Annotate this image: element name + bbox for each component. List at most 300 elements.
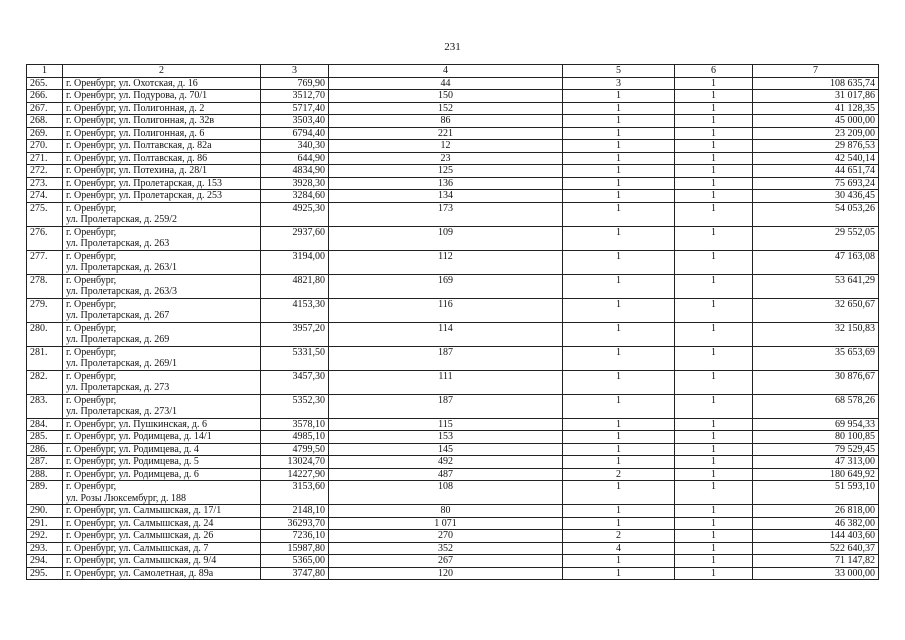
column-5-cell: 1 bbox=[563, 456, 675, 469]
column-4-cell: 221 bbox=[329, 127, 563, 140]
column-5-cell: 3 bbox=[563, 77, 675, 90]
column-4-cell: 152 bbox=[329, 102, 563, 115]
address-line: ул. Пролетарская, д. 269 bbox=[66, 334, 170, 345]
address-line: г. Оренбург, bbox=[66, 394, 117, 406]
amount-cell: 54 053,26 bbox=[753, 202, 879, 226]
table-row bbox=[27, 346, 879, 370]
area-cell: 4834,90 bbox=[261, 165, 329, 178]
address-cell bbox=[63, 394, 261, 418]
column-6-cell: 1 bbox=[675, 226, 753, 250]
column-6-cell: 1 bbox=[675, 517, 753, 530]
column-4-cell: 270 bbox=[329, 530, 563, 543]
address-line: г. Оренбург, ул. Полигонная, д. 6 bbox=[66, 127, 205, 139]
address-line: г. Оренбург, ул. Подурова, д. 70/1 bbox=[66, 90, 208, 101]
address-line: г. Оренбург, ул. Полтавская, д. 86 bbox=[66, 152, 208, 164]
row-number-cell: 270. bbox=[27, 140, 63, 153]
amount-cell: 71 147,82 bbox=[753, 555, 879, 568]
column-5-cell: 1 bbox=[563, 370, 675, 394]
table-row bbox=[27, 443, 879, 456]
address-line: г. Оренбург, ул. Родимцева, д. 4 bbox=[66, 443, 199, 455]
column-5-cell: 1 bbox=[563, 394, 675, 418]
column-4-cell: 109 bbox=[329, 226, 563, 250]
row-number-cell: 266. bbox=[27, 90, 63, 103]
area-cell: 4925,30 bbox=[261, 202, 329, 226]
address-line: ул. Пролетарская, д. 263/3 bbox=[66, 286, 178, 297]
address-cell bbox=[63, 202, 261, 226]
area-cell: 3578,10 bbox=[261, 418, 329, 431]
address-cell bbox=[63, 456, 261, 469]
column-6-cell: 1 bbox=[675, 190, 753, 203]
column-5-cell: 1 bbox=[563, 274, 675, 298]
column-6-cell: 1 bbox=[675, 542, 753, 555]
area-cell: 340,30 bbox=[261, 140, 329, 153]
address-cell bbox=[63, 102, 261, 115]
column-4-cell: 150 bbox=[329, 90, 563, 103]
column-5-cell: 1 bbox=[563, 505, 675, 518]
column-5-cell: 1 bbox=[563, 90, 675, 103]
column-5-cell: 1 bbox=[563, 177, 675, 190]
amount-cell: 32 150,83 bbox=[753, 322, 879, 346]
address-line: ул. Пролетарская, д. 273/1 bbox=[66, 406, 178, 417]
address-line: ул. Пролетарская, д. 263/1 bbox=[66, 262, 178, 273]
amount-cell: 41 128,35 bbox=[753, 102, 879, 115]
address-cell bbox=[63, 517, 261, 530]
amount-cell: 108 635,74 bbox=[753, 77, 879, 90]
area-cell: 3284,60 bbox=[261, 190, 329, 203]
row-number-cell: 267. bbox=[27, 102, 63, 115]
address-line: г. Оренбург, ул. Полтавская, д. 82а bbox=[66, 140, 212, 151]
amount-cell: 35 653,69 bbox=[753, 346, 879, 370]
column-4-cell: 86 bbox=[329, 115, 563, 128]
column-header: 6 bbox=[675, 65, 753, 78]
address-cell bbox=[63, 567, 261, 580]
amount-cell: 29 552,05 bbox=[753, 226, 879, 250]
amount-cell: 47 313,00 bbox=[753, 456, 879, 469]
address-line: г. Оренбург, ул. Салмышская, д. 17/1 bbox=[66, 505, 222, 516]
column-4-cell: 153 bbox=[329, 431, 563, 444]
column-4-cell: 187 bbox=[329, 346, 563, 370]
address-line: ул. Пролетарская, д. 273 bbox=[66, 382, 170, 393]
column-5-cell: 1 bbox=[563, 418, 675, 431]
column-6-cell: 1 bbox=[675, 481, 753, 505]
amount-cell: 51 593,10 bbox=[753, 481, 879, 505]
column-4-cell: 23 bbox=[329, 152, 563, 165]
address-cell bbox=[63, 542, 261, 555]
row-number-cell: 293. bbox=[27, 542, 63, 555]
address-line: г. Оренбург, ул. Салмышская, д. 7 bbox=[66, 542, 209, 554]
amount-cell: 46 382,00 bbox=[753, 517, 879, 530]
address-line: г. Оренбург, ул. Родимцева, д. 5 bbox=[66, 456, 199, 467]
amount-cell: 33 000,00 bbox=[753, 567, 879, 580]
table-row bbox=[27, 102, 879, 115]
address-line: г. Оренбург, ул. Салмышская, д. 26 bbox=[66, 530, 214, 541]
address-cell bbox=[63, 481, 261, 505]
amount-cell: 80 100,85 bbox=[753, 431, 879, 444]
address-cell bbox=[63, 90, 261, 103]
table-body bbox=[27, 77, 879, 580]
area-cell: 3512,70 bbox=[261, 90, 329, 103]
address-line: г. Оренбург, bbox=[66, 298, 117, 310]
amount-cell: 144 403,60 bbox=[753, 530, 879, 543]
column-5-cell: 1 bbox=[563, 152, 675, 165]
column-5-cell: 1 bbox=[563, 140, 675, 153]
column-6-cell: 1 bbox=[675, 298, 753, 322]
table-row bbox=[27, 152, 879, 165]
column-4-cell: 120 bbox=[329, 567, 563, 580]
row-number-cell: 273. bbox=[27, 177, 63, 190]
address-cell bbox=[63, 468, 261, 481]
address-cell bbox=[63, 190, 261, 203]
table-row bbox=[27, 127, 879, 140]
row-number-cell: 278. bbox=[27, 274, 63, 298]
address-cell bbox=[63, 298, 261, 322]
column-4-cell: 352 bbox=[329, 542, 563, 555]
area-cell: 4799,50 bbox=[261, 443, 329, 456]
column-4-cell: 115 bbox=[329, 418, 563, 431]
row-number-cell: 292. bbox=[27, 530, 63, 543]
column-5-cell: 1 bbox=[563, 517, 675, 530]
address-line: г. Оренбург, bbox=[66, 250, 117, 262]
row-number-cell: 282. bbox=[27, 370, 63, 394]
column-4-cell: 108 bbox=[329, 481, 563, 505]
area-cell: 4985,10 bbox=[261, 431, 329, 444]
table-row bbox=[27, 322, 879, 346]
table-row bbox=[27, 190, 879, 203]
row-number-cell: 294. bbox=[27, 555, 63, 568]
column-5-cell: 1 bbox=[563, 102, 675, 115]
address-cell bbox=[63, 274, 261, 298]
column-4-cell: 12 bbox=[329, 140, 563, 153]
table-row bbox=[27, 456, 879, 469]
column-6-cell: 1 bbox=[675, 431, 753, 444]
column-4-cell: 80 bbox=[329, 505, 563, 518]
address-line: г. Оренбург, ул. Салмышская, д. 9/4 bbox=[66, 555, 217, 566]
address-line: ул. Пролетарская, д. 269/1 bbox=[66, 358, 178, 369]
registry-table bbox=[26, 64, 879, 580]
row-number-cell: 271. bbox=[27, 152, 63, 165]
column-4-cell: 187 bbox=[329, 394, 563, 418]
column-4-cell: 145 bbox=[329, 443, 563, 456]
table-row bbox=[27, 418, 879, 431]
column-header: 7 bbox=[753, 65, 879, 78]
area-cell: 3928,30 bbox=[261, 177, 329, 190]
address-line: г. Оренбург, bbox=[66, 274, 117, 286]
row-number-cell: 289. bbox=[27, 481, 63, 505]
table-row bbox=[27, 370, 879, 394]
column-5-cell: 2 bbox=[563, 530, 675, 543]
column-5-cell: 1 bbox=[563, 226, 675, 250]
column-4-cell: 173 bbox=[329, 202, 563, 226]
area-cell: 14227,90 bbox=[261, 468, 329, 481]
column-5-cell: 1 bbox=[563, 555, 675, 568]
column-6-cell: 1 bbox=[675, 115, 753, 128]
table-row bbox=[27, 202, 879, 226]
area-cell: 3194,00 bbox=[261, 250, 329, 274]
table-row bbox=[27, 115, 879, 128]
column-4-cell: 169 bbox=[329, 274, 563, 298]
column-header: 5 bbox=[563, 65, 675, 78]
column-6-cell: 1 bbox=[675, 152, 753, 165]
column-6-cell: 1 bbox=[675, 202, 753, 226]
table-row bbox=[27, 431, 879, 444]
address-cell bbox=[63, 418, 261, 431]
address-cell bbox=[63, 555, 261, 568]
row-number-cell: 285. bbox=[27, 431, 63, 444]
column-6-cell: 1 bbox=[675, 165, 753, 178]
table-row bbox=[27, 77, 879, 90]
address-line: г. Оренбург, ул. Пролетарская, д. 253 bbox=[66, 190, 222, 201]
row-number-cell: 291. bbox=[27, 517, 63, 530]
row-number-cell: 288. bbox=[27, 468, 63, 481]
column-5-cell: 1 bbox=[563, 165, 675, 178]
area-cell: 36293,70 bbox=[261, 517, 329, 530]
amount-cell: 26 818,00 bbox=[753, 505, 879, 518]
column-6-cell: 1 bbox=[675, 505, 753, 518]
address-cell bbox=[63, 370, 261, 394]
amount-cell: 75 693,24 bbox=[753, 177, 879, 190]
address-line: г. Оренбург, ул. Пролетарская, д. 153 bbox=[66, 177, 222, 189]
table-row bbox=[27, 530, 879, 543]
column-5-cell: 1 bbox=[563, 567, 675, 580]
area-cell: 4153,30 bbox=[261, 298, 329, 322]
column-6-cell: 1 bbox=[675, 274, 753, 298]
area-cell: 2937,60 bbox=[261, 226, 329, 250]
area-cell: 3747,80 bbox=[261, 567, 329, 580]
column-4-cell: 111 bbox=[329, 370, 563, 394]
column-5-cell: 4 bbox=[563, 542, 675, 555]
row-number-cell: 277. bbox=[27, 250, 63, 274]
column-5-cell: 1 bbox=[563, 115, 675, 128]
address-line: г. Оренбург, ул. Потехина, д. 28/1 bbox=[66, 165, 207, 176]
table-row bbox=[27, 274, 879, 298]
column-4-cell: 112 bbox=[329, 250, 563, 274]
column-6-cell: 1 bbox=[675, 177, 753, 190]
amount-cell: 32 650,67 bbox=[753, 298, 879, 322]
column-6-cell: 1 bbox=[675, 555, 753, 568]
amount-cell: 44 651,74 bbox=[753, 165, 879, 178]
address-line: г. Оренбург, bbox=[66, 322, 117, 334]
row-number-cell: 295. bbox=[27, 567, 63, 580]
column-6-cell: 1 bbox=[675, 77, 753, 90]
column-5-cell: 1 bbox=[563, 431, 675, 444]
address-cell bbox=[63, 77, 261, 90]
address-line: г. Оренбург, ул. Полигонная, д. 32в bbox=[66, 115, 215, 126]
column-6-cell: 1 bbox=[675, 443, 753, 456]
address-line: г. Оренбург, bbox=[66, 226, 117, 238]
column-5-cell: 1 bbox=[563, 190, 675, 203]
table-row bbox=[27, 90, 879, 103]
table-row bbox=[27, 505, 879, 518]
address-cell bbox=[63, 505, 261, 518]
column-6-cell: 1 bbox=[675, 394, 753, 418]
column-6-cell: 1 bbox=[675, 140, 753, 153]
amount-cell: 69 954,33 bbox=[753, 418, 879, 431]
header-row bbox=[27, 65, 879, 78]
area-cell: 4821,80 bbox=[261, 274, 329, 298]
column-4-cell: 1 071 bbox=[329, 517, 563, 530]
row-number-cell: 280. bbox=[27, 322, 63, 346]
amount-cell: 31 017,86 bbox=[753, 90, 879, 103]
amount-cell: 180 649,92 bbox=[753, 468, 879, 481]
row-number-cell: 265. bbox=[27, 77, 63, 90]
area-cell: 15987,80 bbox=[261, 542, 329, 555]
column-6-cell: 1 bbox=[675, 567, 753, 580]
amount-cell: 68 578,26 bbox=[753, 394, 879, 418]
table-row bbox=[27, 517, 879, 530]
table-row bbox=[27, 298, 879, 322]
address-cell bbox=[63, 431, 261, 444]
column-header: 2 bbox=[63, 65, 261, 78]
amount-cell: 29 876,53 bbox=[753, 140, 879, 153]
column-4-cell: 125 bbox=[329, 165, 563, 178]
table-row bbox=[27, 226, 879, 250]
address-cell bbox=[63, 443, 261, 456]
amount-cell: 45 000,00 bbox=[753, 115, 879, 128]
address-cell bbox=[63, 322, 261, 346]
column-6-cell: 1 bbox=[675, 456, 753, 469]
area-cell: 3503,40 bbox=[261, 115, 329, 128]
address-line: г. Оренбург, bbox=[66, 346, 117, 358]
address-cell bbox=[63, 115, 261, 128]
address-cell bbox=[63, 226, 261, 250]
area-cell: 7236,10 bbox=[261, 530, 329, 543]
column-4-cell: 492 bbox=[329, 456, 563, 469]
table-row bbox=[27, 394, 879, 418]
column-6-cell: 1 bbox=[675, 418, 753, 431]
column-6-cell: 1 bbox=[675, 102, 753, 115]
row-number-cell: 283. bbox=[27, 394, 63, 418]
amount-cell: 30 436,45 bbox=[753, 190, 879, 203]
column-5-cell: 1 bbox=[563, 322, 675, 346]
address-line: г. Оренбург, ул. Охотская, д. 16 bbox=[66, 77, 198, 89]
address-cell bbox=[63, 165, 261, 178]
table-row bbox=[27, 481, 879, 505]
column-6-cell: 1 bbox=[675, 90, 753, 103]
table-row bbox=[27, 542, 879, 555]
address-line: г. Оренбург, ул. Родимцева, д. 14/1 bbox=[66, 431, 212, 442]
amount-cell: 47 163,08 bbox=[753, 250, 879, 274]
amount-cell: 30 876,67 bbox=[753, 370, 879, 394]
column-header: 4 bbox=[329, 65, 563, 78]
row-number-cell: 279. bbox=[27, 298, 63, 322]
area-cell: 6794,40 bbox=[261, 127, 329, 140]
address-cell bbox=[63, 140, 261, 153]
row-number-cell: 275. bbox=[27, 202, 63, 226]
area-cell: 5717,40 bbox=[261, 102, 329, 115]
address-line: г. Оренбург, ул. Родимцева, д. 6 bbox=[66, 468, 199, 480]
row-number-cell: 287. bbox=[27, 456, 63, 469]
address-line: ул. Пролетарская, д. 267 bbox=[66, 310, 170, 321]
address-cell bbox=[63, 177, 261, 190]
address-cell bbox=[63, 250, 261, 274]
table-row bbox=[27, 250, 879, 274]
table-row bbox=[27, 177, 879, 190]
row-number-cell: 274. bbox=[27, 190, 63, 203]
column-5-cell: 1 bbox=[563, 202, 675, 226]
area-cell: 644,90 bbox=[261, 152, 329, 165]
row-number-cell: 290. bbox=[27, 505, 63, 518]
amount-cell: 23 209,00 bbox=[753, 127, 879, 140]
column-4-cell: 116 bbox=[329, 298, 563, 322]
area-cell: 5352,30 bbox=[261, 394, 329, 418]
column-5-cell: 1 bbox=[563, 127, 675, 140]
column-4-cell: 267 bbox=[329, 555, 563, 568]
address-cell bbox=[63, 152, 261, 165]
column-6-cell: 1 bbox=[675, 370, 753, 394]
address-cell bbox=[63, 127, 261, 140]
area-cell: 2148,10 bbox=[261, 505, 329, 518]
column-5-cell: 1 bbox=[563, 346, 675, 370]
amount-cell: 53 641,29 bbox=[753, 274, 879, 298]
address-line: г. Оренбург, ул. Пушкинская, д. 6 bbox=[66, 418, 207, 430]
amount-cell: 42 540,14 bbox=[753, 152, 879, 165]
area-cell: 5365,00 bbox=[261, 555, 329, 568]
address-line: г. Оренбург, ул. Салмышская, д. 24 bbox=[66, 517, 214, 529]
column-header: 3 bbox=[261, 65, 329, 78]
address-line: г. Оренбург, ул. Полигонная, д. 2 bbox=[66, 102, 205, 114]
column-5-cell: 1 bbox=[563, 298, 675, 322]
column-4-cell: 44 bbox=[329, 77, 563, 90]
column-6-cell: 1 bbox=[675, 346, 753, 370]
column-header: 1 bbox=[27, 65, 63, 78]
column-4-cell: 134 bbox=[329, 190, 563, 203]
column-6-cell: 1 bbox=[675, 127, 753, 140]
table-row bbox=[27, 165, 879, 178]
row-number-cell: 286. bbox=[27, 443, 63, 456]
area-cell: 3957,20 bbox=[261, 322, 329, 346]
table-row bbox=[27, 140, 879, 153]
address-line: г. Оренбург, bbox=[66, 370, 117, 382]
address-cell bbox=[63, 346, 261, 370]
row-number-cell: 276. bbox=[27, 226, 63, 250]
column-5-cell: 1 bbox=[563, 481, 675, 505]
address-line: ул. Пролетарская, д. 259/2 bbox=[66, 214, 178, 225]
column-4-cell: 114 bbox=[329, 322, 563, 346]
address-line: г. Оренбург, bbox=[66, 481, 117, 492]
row-number-cell: 272. bbox=[27, 165, 63, 178]
area-cell: 3153,60 bbox=[261, 481, 329, 505]
address-cell bbox=[63, 530, 261, 543]
address-line: ул. Пролетарская, д. 263 bbox=[66, 238, 170, 249]
column-4-cell: 487 bbox=[329, 468, 563, 481]
column-5-cell: 1 bbox=[563, 443, 675, 456]
page-number: 231 bbox=[444, 41, 461, 53]
address-line: г. Оренбург, bbox=[66, 202, 117, 214]
amount-cell: 79 529,45 bbox=[753, 443, 879, 456]
address-line: г. Оренбург, ул. Самолетная, д. 89а bbox=[66, 567, 214, 579]
row-number-cell: 268. bbox=[27, 115, 63, 128]
column-6-cell: 1 bbox=[675, 250, 753, 274]
area-cell: 3457,30 bbox=[261, 370, 329, 394]
column-6-cell: 1 bbox=[675, 468, 753, 481]
table-row bbox=[27, 555, 879, 568]
column-5-cell: 1 bbox=[563, 250, 675, 274]
area-cell: 5331,50 bbox=[261, 346, 329, 370]
column-6-cell: 1 bbox=[675, 322, 753, 346]
column-6-cell: 1 bbox=[675, 530, 753, 543]
area-cell: 13024,70 bbox=[261, 456, 329, 469]
address-line: ул. Розы Люксембург, д. 188 bbox=[66, 492, 186, 504]
amount-cell: 522 640,37 bbox=[753, 542, 879, 555]
row-number-cell: 281. bbox=[27, 346, 63, 370]
row-number-cell: 284. bbox=[27, 418, 63, 431]
table-row bbox=[27, 567, 879, 580]
row-number-cell: 269. bbox=[27, 127, 63, 140]
table-row bbox=[27, 468, 879, 481]
area-cell: 769,90 bbox=[261, 77, 329, 90]
column-5-cell: 2 bbox=[563, 468, 675, 481]
column-4-cell: 136 bbox=[329, 177, 563, 190]
